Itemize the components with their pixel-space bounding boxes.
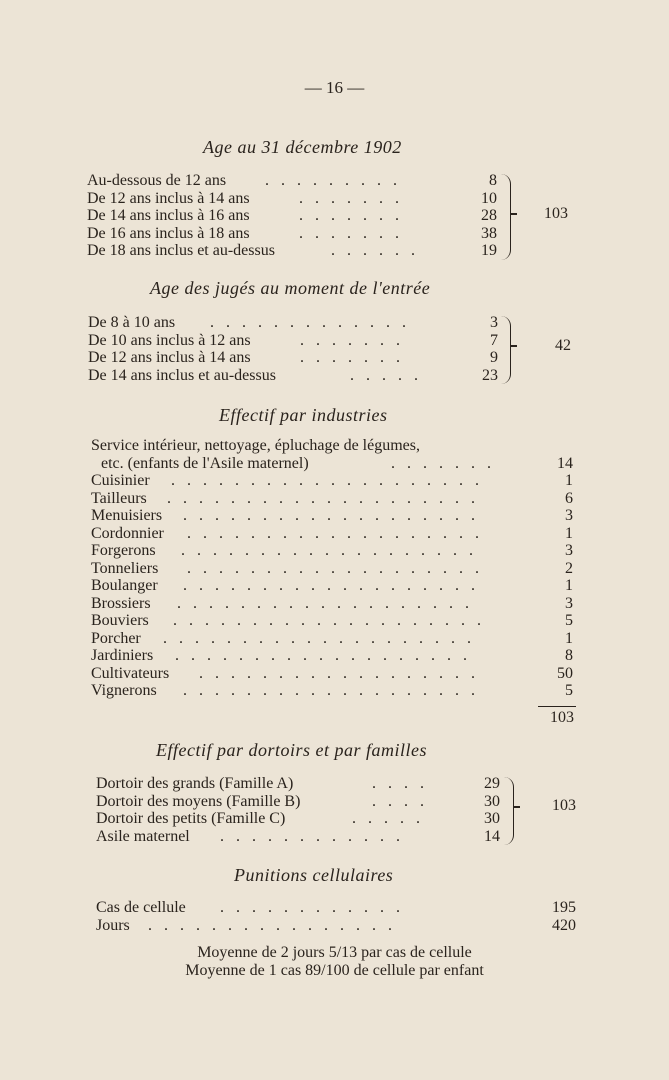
row-label: Service intérieur, nettoyage, épluchage de légumes, (91, 437, 420, 454)
page-number: — 16 — (304, 78, 365, 97)
table-row (88, 349, 508, 367)
row-label: Cultivateurs (91, 664, 170, 682)
row-value: 8 (565, 647, 573, 664)
row-value: 3 (565, 594, 573, 612)
leader-dots: . . . . . . . . . . . . . . . . . . (199, 664, 479, 682)
leader-dots: . . . . . . . . . . . . . . . . . . . (177, 594, 473, 612)
row-label: Au-dessous de 12 ans (87, 172, 227, 189)
leader-dots: . . . . . . . . . . . . (220, 827, 404, 845)
row-value: 8 (489, 172, 497, 189)
row-value: 5 (565, 612, 573, 629)
row-value: 38 (481, 224, 497, 242)
row-value: 9 (490, 349, 498, 366)
row-label: Boulanger (91, 577, 158, 594)
table-row (96, 917, 586, 935)
row-label: De 16 ans inclus à 18 ans (87, 224, 250, 242)
table-row (96, 775, 516, 793)
table-row (91, 630, 581, 648)
leader-dots: . . . . . . . (299, 207, 403, 224)
leader-dots: . . . . . . . (299, 224, 403, 242)
table-row (91, 595, 581, 613)
leader-dots: . . . . . . . . . . . . . . . . . . . (183, 682, 479, 699)
leader-dots: . . . . . . . . . . . . . . . . . . . (183, 577, 479, 594)
row-value: 14 (557, 454, 573, 472)
row-label: Cas de cellule (96, 899, 186, 916)
row-value: 14 (484, 827, 500, 845)
row-label: Dortoir des moyens (Famille B) (96, 792, 301, 810)
leader-dots: . . . . . . . . . . . . (220, 899, 404, 916)
note-line: Moyenne de 2 jours 5/13 par cas de cellule (197, 944, 472, 961)
brace (503, 777, 514, 845)
row-label: Forgerons (91, 542, 156, 559)
section-title-age: Age au 31 décembre 1902 (203, 137, 402, 157)
table-row (87, 225, 507, 243)
row-value: 3 (565, 542, 573, 559)
row-label: De 12 ans inclus à 14 ans (87, 189, 250, 207)
table-row (87, 172, 507, 190)
section-total: 42 (555, 337, 571, 354)
leader-dots: . . . . . . . . . . . . . . . . (148, 916, 396, 934)
table-row (91, 612, 581, 630)
table-row (91, 682, 581, 700)
row-label: De 14 ans inclus et au-dessus (88, 366, 276, 384)
leader-dots: . . . . . . . . . . . . . . . . . . . (187, 559, 483, 577)
table-row (91, 665, 581, 683)
section-title-punitions: Punitions cellulaires (234, 865, 394, 885)
dortoirs-table (96, 775, 516, 845)
table-row (91, 437, 581, 455)
punitions-table (96, 899, 586, 934)
row-label: Vignerons (91, 682, 157, 699)
row-value: 19 (481, 242, 497, 259)
table-row (96, 810, 516, 828)
row-value: 420 (552, 916, 576, 934)
row-value: 1 (565, 629, 573, 647)
row-label: Bouviers (91, 612, 149, 629)
leader-dots: . . . . . . . (299, 189, 403, 207)
leader-dots: . . . . . . . (391, 454, 495, 472)
row-value: 2 (565, 559, 573, 577)
section-total: 103 (544, 205, 568, 222)
table-row (91, 507, 581, 525)
leader-dots: . . . . (372, 775, 428, 792)
row-label: Cordonnier (91, 524, 164, 542)
table-row (91, 577, 581, 595)
row-value: 195 (552, 899, 576, 916)
table-row (91, 647, 581, 665)
leader-dots: . . . . . (352, 810, 424, 827)
leader-dots: . . . . . . . (300, 331, 404, 349)
brace-tip (514, 806, 520, 808)
row-value: 3 (490, 314, 498, 331)
row-label: De 18 ans inclus et au-dessus (87, 242, 275, 259)
row-label: Jours (96, 916, 130, 934)
table-row (88, 332, 508, 350)
row-label: Jardiniers (91, 647, 154, 664)
row-value: 30 (484, 810, 500, 827)
row-value: 7 (490, 331, 498, 349)
table-row (91, 525, 581, 543)
leader-dots: . . . . . . . . . . . . . . . . . . . . (163, 629, 475, 647)
row-label: Dortoir des grands (Famille A) (96, 775, 294, 792)
row-label: Tailleurs (91, 489, 147, 507)
leader-dots: . . . . . (350, 366, 422, 384)
table-row (87, 190, 507, 208)
table-row (88, 367, 508, 385)
table-row (91, 472, 581, 490)
brace-tip (511, 213, 517, 215)
table-row (87, 207, 507, 225)
row-label: Dortoir des petits (Famille C) (96, 810, 286, 827)
row-label: De 12 ans inclus à 14 ans (88, 349, 251, 366)
section-total: 103 (552, 797, 576, 814)
table-row (91, 542, 581, 560)
row-value: 23 (482, 366, 498, 384)
row-label: De 10 ans inclus à 12 ans (88, 331, 251, 349)
row-value: 3 (565, 507, 573, 524)
table-row (91, 455, 581, 473)
row-value: 5 (565, 682, 573, 699)
leader-dots: . . . . . . . . . . . . . . . . . . . (175, 647, 471, 664)
row-label: etc. (enfants de l'Asile maternel) (101, 454, 309, 472)
leader-dots: . . . . . . . . . . . . . . . . . . . (183, 507, 479, 524)
leader-dots: . . . . . . . . . . . . . . . . . . . (187, 524, 483, 542)
leader-dots: . . . . . . . . . . . . . . . . . . . . (173, 612, 485, 629)
leader-dots: . . . . . . . . . (265, 172, 401, 189)
table-row (87, 242, 507, 260)
section-title-entry: Age des jugés au moment de l'entrée (150, 278, 431, 298)
leader-dots: . . . . . . . . . . . . . (210, 314, 410, 331)
table-row (91, 560, 581, 578)
age-table (87, 172, 507, 260)
sum-line (538, 706, 576, 707)
row-value: 30 (484, 792, 500, 810)
row-value: 28 (481, 207, 497, 224)
entry-table (88, 314, 508, 384)
brace-tip (511, 345, 517, 347)
table-row (96, 793, 516, 811)
row-label: Cuisinier (91, 472, 150, 489)
row-label: Menuisiers (91, 507, 163, 524)
leader-dots: . . . . . . (331, 242, 419, 259)
row-value: 29 (484, 775, 500, 792)
table-row (88, 314, 508, 332)
table-row (96, 828, 516, 846)
leader-dots: . . . . . . . . . . . . . . . . . . . (181, 542, 477, 559)
row-label: Porcher (91, 629, 141, 647)
row-value: 10 (481, 189, 497, 207)
row-label: De 14 ans inclus à 16 ans (87, 207, 250, 224)
row-value: 50 (557, 664, 573, 682)
table-row (91, 490, 581, 508)
row-value: 6 (565, 489, 573, 507)
row-label: De 8 à 10 ans (88, 314, 176, 331)
section-title-dortoirs: Effectif par dortoirs et par familles (156, 740, 427, 760)
brace (500, 316, 511, 384)
leader-dots: . . . . . . . . . . . . . . . . . . . . (167, 489, 479, 507)
row-label: Tonneliers (91, 559, 159, 577)
row-value: 1 (565, 472, 573, 489)
note-line: Moyenne de 1 cas 89/100 de cellule par enfant (185, 962, 484, 979)
section-title-industries: Effectif par industries (219, 405, 388, 425)
section-total: 103 (550, 709, 574, 726)
row-label: Brossiers (91, 594, 151, 612)
row-value: 1 (565, 577, 573, 594)
row-label: Asile maternel (96, 827, 190, 845)
leader-dots: . . . . (372, 792, 428, 810)
leader-dots: . . . . . . . (300, 349, 404, 366)
row-value: 1 (565, 524, 573, 542)
industries-table (91, 437, 581, 700)
brace (500, 174, 511, 260)
table-row (96, 899, 586, 917)
leader-dots: . . . . . . . . . . . . . . . . . . . . (171, 472, 483, 489)
